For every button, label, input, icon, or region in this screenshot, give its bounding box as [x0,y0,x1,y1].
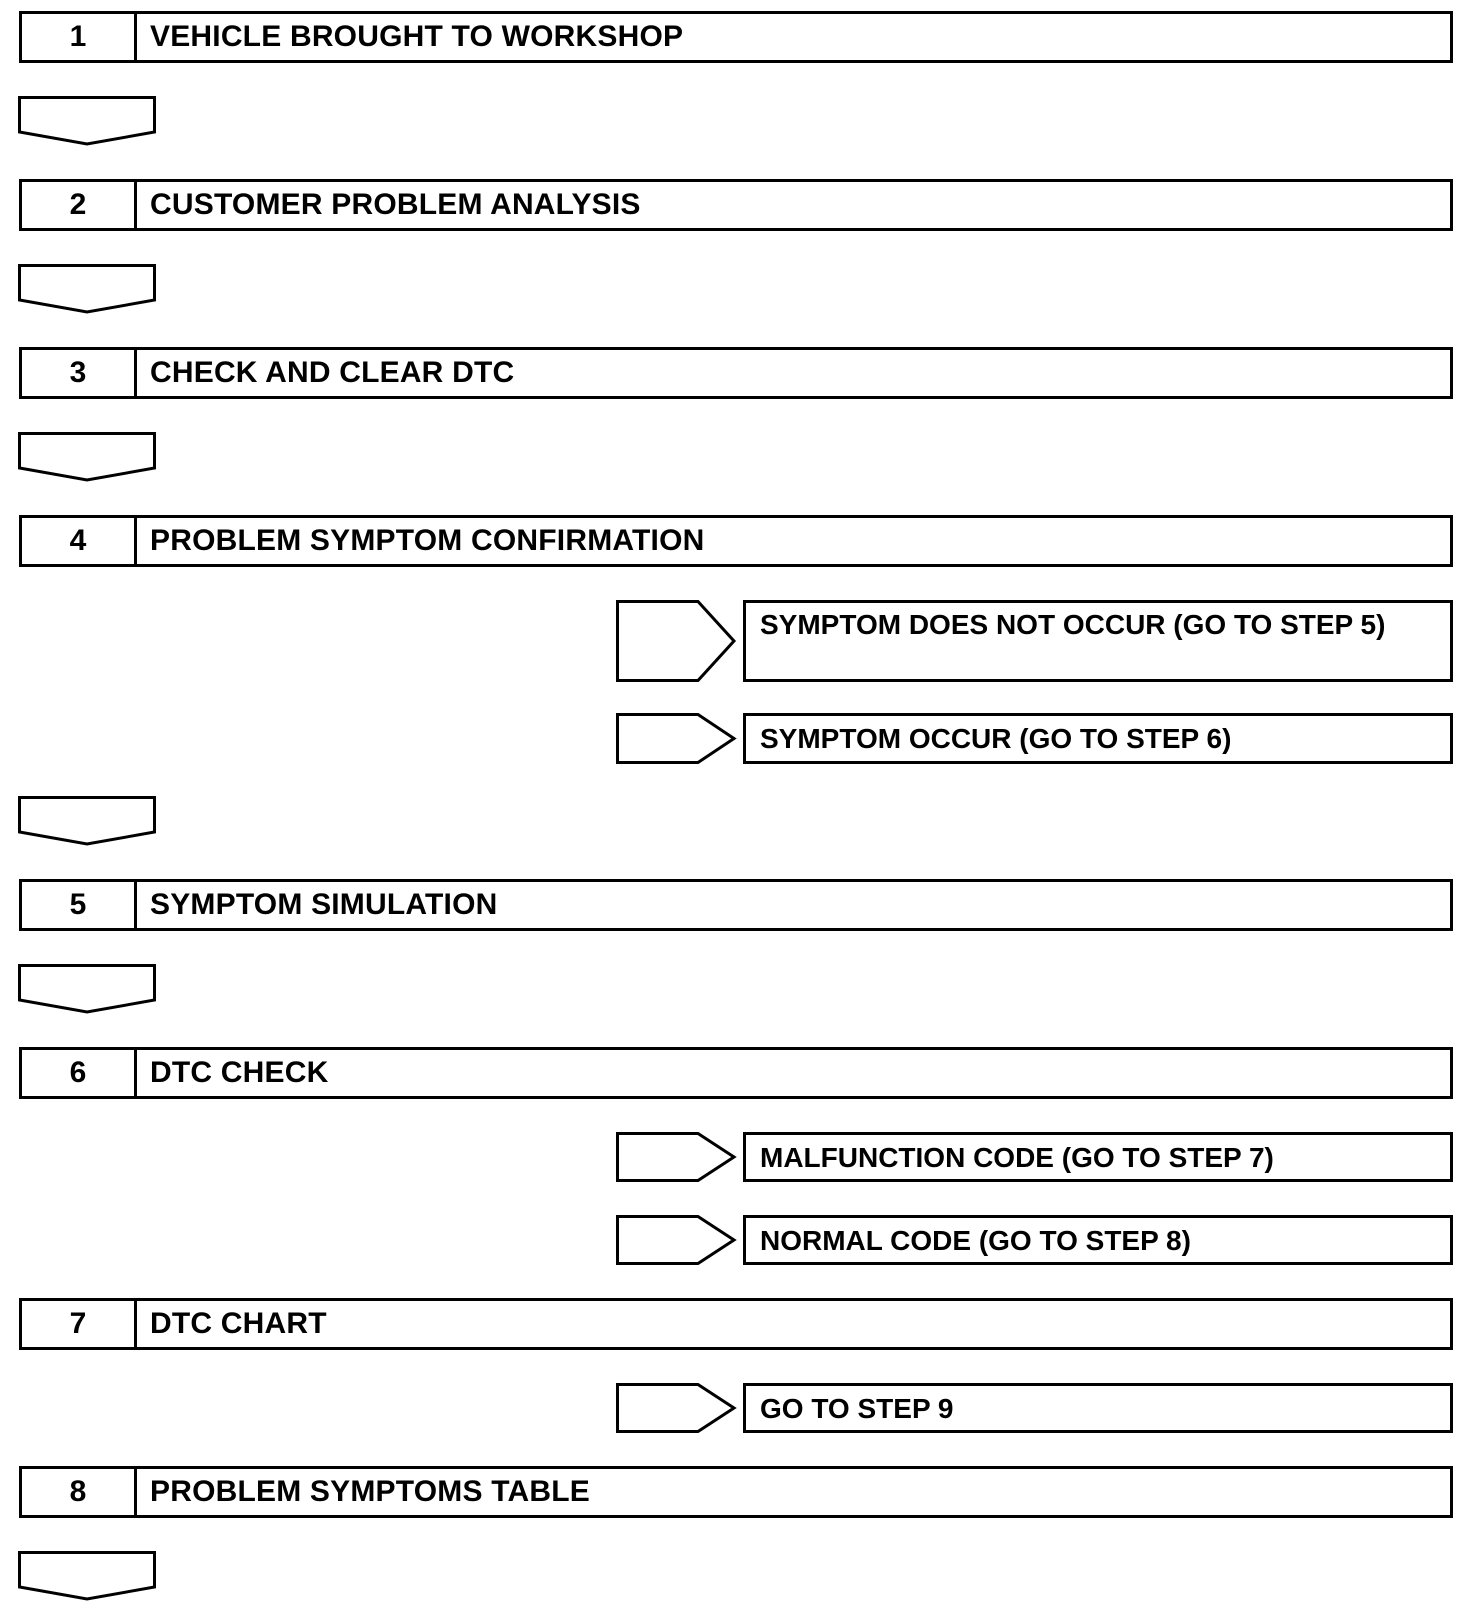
down-arrow-icon [18,432,156,484]
branch-normal-code: NORMAL CODE (GO TO STEP 8) [743,1215,1453,1265]
step-5-box [19,879,1453,931]
step-number: 1 [22,14,137,60]
step-title: CUSTOMER PROBLEM ANALYSIS [150,188,641,221]
right-arrow-icon [616,1383,738,1433]
step-number: 6 [22,1050,137,1096]
down-arrow-icon [18,1551,156,1603]
step-number: 5 [22,882,137,928]
step-6-box [19,1047,1453,1099]
branch-malfunction-code: MALFUNCTION CODE (GO TO STEP 7) [743,1132,1453,1182]
right-arrow-icon [616,1215,738,1265]
down-arrow-icon [18,264,156,316]
step-number: 2 [22,182,137,228]
step-title: PROBLEM SYMPTOMS TABLE [150,1475,590,1508]
branch-go-to-step-9: GO TO STEP 9 [743,1383,1453,1433]
branch-symptom-does-not-occur: SYMPTOM DOES NOT OCCUR (GO TO STEP 5) [743,600,1453,682]
right-arrow-icon [616,1132,738,1182]
step-title: CHECK AND CLEAR DTC [150,356,515,389]
right-arrow-icon [616,600,738,682]
step-2-box [19,179,1453,231]
step-number: 7 [22,1301,137,1347]
step-title: DTC CHECK [150,1056,329,1089]
step-title: DTC CHART [150,1307,327,1340]
down-arrow-icon [18,796,156,848]
step-number: 3 [22,350,137,396]
down-arrow-icon [18,964,156,1016]
branch-symptom-occur: SYMPTOM OCCUR (GO TO STEP 6) [743,713,1453,764]
step-4-box [19,515,1453,567]
step-title: SYMPTOM SIMULATION [150,888,498,921]
step-7-box [19,1298,1453,1350]
step-8-box [19,1466,1453,1518]
right-arrow-icon [616,713,738,764]
step-number: 8 [22,1469,137,1515]
step-title: VEHICLE BROUGHT TO WORKSHOP [150,20,684,53]
step-number: 4 [22,518,137,564]
step-3-box [19,347,1453,399]
down-arrow-icon [18,96,156,148]
step-1-box [19,11,1453,63]
step-title: PROBLEM SYMPTOM CONFIRMATION [150,524,705,557]
